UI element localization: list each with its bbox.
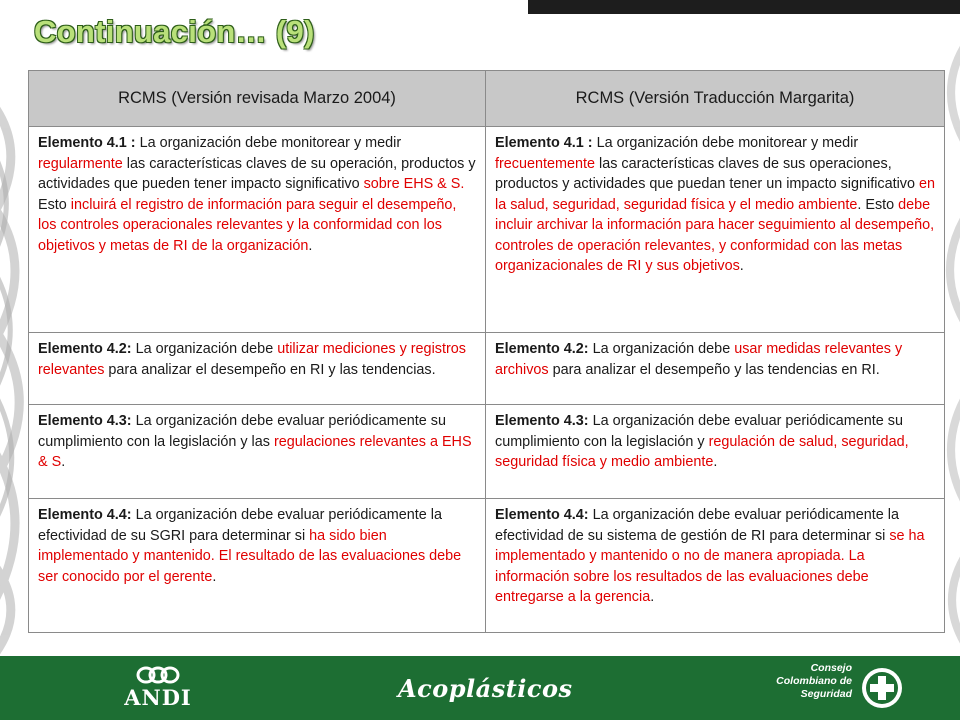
- andi-logo-text: ANDI: [124, 685, 192, 710]
- cell-element-4-2-original: Elemento 4.2: La organización debe utilizar mediciones y registros relevantes para analizar el desempeño en RI y las tendencias.: [29, 333, 486, 405]
- table-row: [29, 405, 945, 499]
- top-dark-bar: [528, 0, 960, 14]
- table-row: [29, 499, 945, 633]
- andi-logo: [118, 662, 198, 714]
- column-header-original: RCMS (Versión revisada Marzo 2004): [29, 71, 486, 127]
- safety-cross-icon: [860, 666, 904, 710]
- table-header-row: [29, 71, 945, 127]
- andi-emblem-icon: [118, 662, 198, 686]
- acoplasticos-logo: Acoplásticos: [398, 674, 573, 703]
- cell-element-4-3-original: Elemento 4.3: La organización debe evaluar periódicamente su cumplimiento con la legislación y las regulaciones relevantes a EHS & S.: [29, 405, 486, 499]
- cell-element-4-4-translation: Elemento 4.4: La organización debe evaluar periódicamente la efectividad de su sistema de gestión de RI para determinar si se ha implementado y mantenido o no de manera apropiada. La información sobre los resultados de las evaluaciones debe entregarse a la gerencia.: [486, 499, 945, 633]
- comparison-table: [28, 70, 945, 633]
- table-row: [29, 333, 945, 405]
- cell-element-4-3-translation: Elemento 4.3: La organización debe evaluar periódicamente su cumplimiento con la legislación y regulación de salud, seguridad, seguridad física y medio ambiente.: [486, 405, 945, 499]
- cell-element-4-1-translation: Elemento 4.1 : La organización debe monitorear y medir frecuentemente las características claves de sus operaciones, productos y actividades que puedan tener un impacto significativo en la salud, seguridad, seguridad física y el medio ambiente. Esto debe incluir archivar la información para hacer seguimiento al desempeño, controles de operación relevantes, y conformidad con las metas organizacionales de RI y sus objetivos.: [486, 127, 945, 333]
- table-row: [29, 127, 945, 333]
- consejo-colombiano-logo-text: Consejo Colombiano de Seguridad: [776, 662, 852, 700]
- cell-element-4-1-original: Elemento 4.1 : La organización debe monitorear y medir regularmente las características claves de su operación, productos y actividades que pueden tener impacto significativo sobre EHS & S. Esto incluirá el registro de información para seguir el desempeño, los controles operacionales relevantes y la conformidad con los objetivos y metas de RI de la organización.: [29, 127, 486, 333]
- cell-element-4-2-translation: Elemento 4.2: La organización debe usar medidas relevantes y archivos para analizar el desempeño y las tendencias en RI.: [486, 333, 945, 405]
- column-header-translation: RCMS (Versión Traducción Margarita): [486, 71, 945, 127]
- page-title: Continuación… (9): [34, 14, 315, 49]
- cell-element-4-4-original: Elemento 4.4: La organización debe evaluar periódicamente la efectividad de su SGRI para determinar si ha sido bien implementado y mantenido. El resultado de las evaluaciones debe ser conocido por el gerente.: [29, 499, 486, 633]
